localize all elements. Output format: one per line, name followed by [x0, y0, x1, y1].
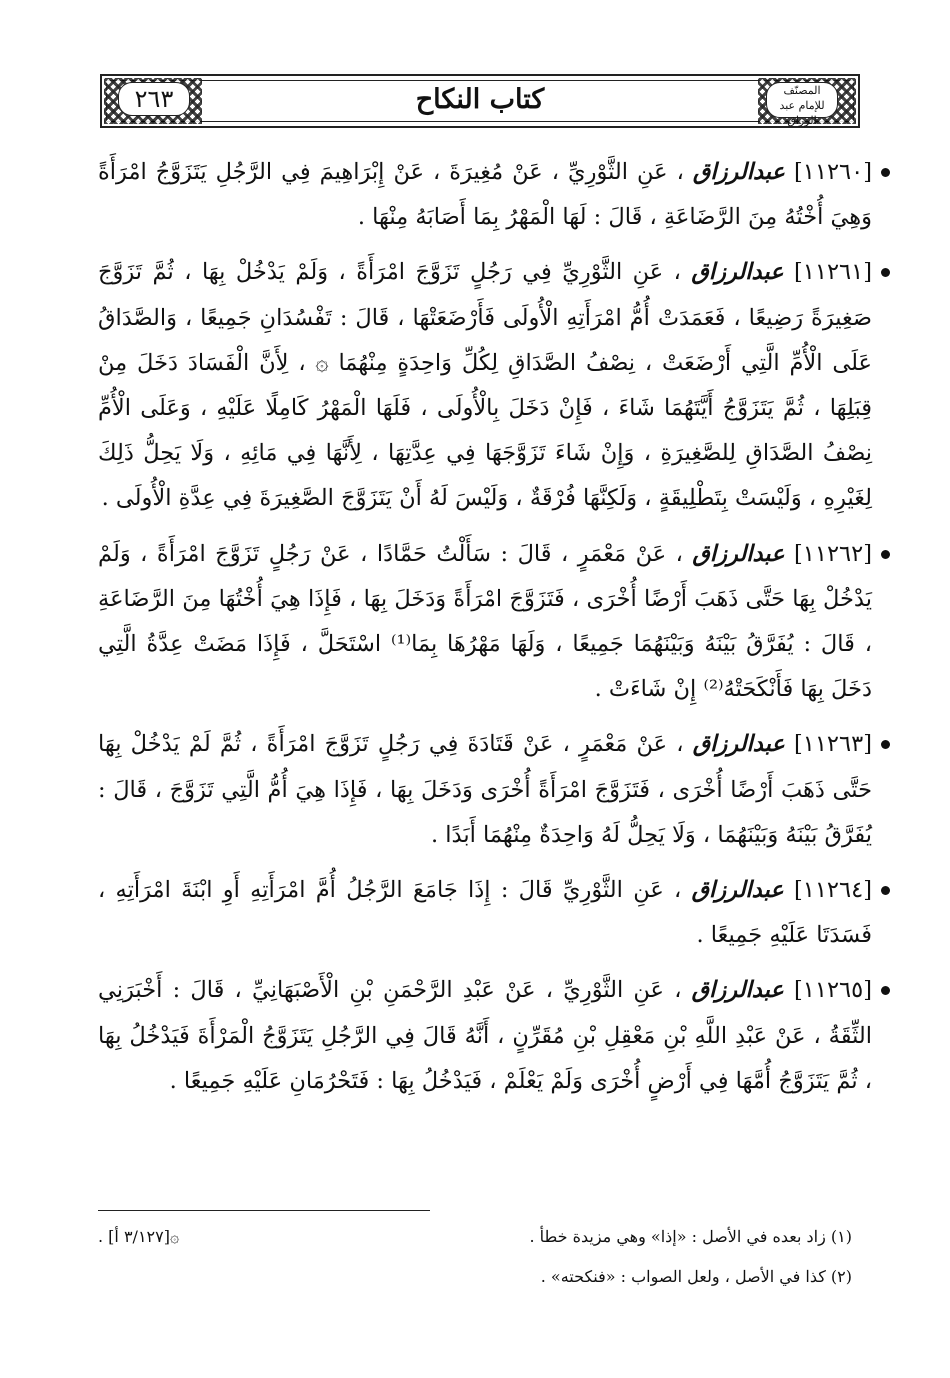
hadith-entry: [98, 868, 872, 958]
bullet-icon: [881, 168, 890, 177]
hadith-entry: [98, 532, 872, 713]
footnote-1: [98, 1226, 852, 1248]
entry-author: عبدالرزاق: [691, 877, 784, 904]
entry-text: ، عَنْ مَعْمَرٍ ، قَالَ : سَأَلْتُ حَمَّادًا ، عَنْ رَجُلٍ تَزَوَّجَ امْرَأَةً ، وَلَمْ يَدْخُلْ بِهَا حَتَّى ذَهَبَ أَرْضًا أُخْرَى ، فَتَزَوَّجَ امْرَأَةً وَدَخَلَ بِهَا ، فَإِذَا هِيَ أُخْتُهَا مِنَ الرَّضَاعَةِ ، قَالَ : يُفَرَّقُ بَيْنَهُ وَبَيْنَهُمَا جَمِيعًا ، وَلَهَا مَهْرُهَا بِمَا⁽¹⁾ اسْتَحَلَّ ، فَإِذَا مَضَتْ عِدَّةُ الَّتِي دَخَلَ بِهَا فَأَنْكَحَتْهُ⁽²⁾ إِنْ شَاءَتْ .: [98, 540, 872, 703]
logo-line-1: المصنّف: [783, 84, 821, 97]
entry-author: عبدالرزاق: [692, 540, 785, 567]
entry-number: [١١٢٦٢]: [794, 540, 873, 567]
hadith-entry: [98, 968, 872, 1104]
entry-author: عبدالرزاق: [691, 977, 784, 1004]
folio-marker: ۞[٣/١٢٧ أ] .: [98, 1227, 180, 1246]
book-logo: [766, 82, 838, 127]
entry-text: ، عَنِ الثَّوْرِيِّ قَالَ : إِذَا جَامَعَ الرَّجُلُ أُمَّ امْرَأَتِهِ أَوِ ابْنَةَ امْرَأَتِهِ ، فَسَدَتَا عَلَيْهِ جَمِيعًا .: [98, 877, 872, 949]
logo-line-2: للإمام عبد الرزاق: [779, 99, 825, 127]
entry-number: [١١٢٦٥]: [794, 977, 873, 1004]
bullet-icon: [881, 886, 890, 895]
entry-text: ، عَنِ الثَّوْرِيِّ ، عَنْ مُغِيرَةَ ، عَنْ إِبْرَاهِيمَ فِي الرَّجُلِ يَتَزَوَّجُ امْرَأَةً وَهِيَ أُخْتُهُ مِنَ الرَّضَاعَةِ ، قَالَ : لَهَا الْمَهْرُ بِمَا أَصَابَهُ مِنْهَا .: [98, 159, 872, 231]
entry-text: ، عَنْ مَعْمَرٍ ، عَنْ قَتَادَةَ فِي رَجُلٍ تَزَوَّجَ امْرَأَةً ، ثُمَّ لَمْ يَدْخُلْ بِهَا حَتَّى ذَهَبَ أَرْضًا أُخْرَى ، فَتَزَوَّجَ امْرَأَةً أُخْرَى وَدَخَلَ بِهَا ، فَإِذَا هِيَ أُمُّ الَّتِي تَزَوَّجَ ، قَالَ : يُفَرَّقُ بَيْنَهُ وَبَيْنَهُمَا ، وَلَا يَحِلُّ لَهُ وَاحِدَةٌ مِنْهُمَا أَبَدًا .: [98, 731, 872, 848]
footnote-2: [98, 1266, 852, 1288]
entry-author: عبدالرزاق: [692, 731, 785, 758]
chapter-title: كتاب النكاح: [415, 84, 545, 115]
bullet-icon: [881, 550, 890, 559]
hadith-entry: [98, 150, 872, 240]
main-text: [98, 150, 872, 1114]
entry-number: [١١٢٦٠]: [794, 159, 872, 185]
footnote-divider: [98, 1210, 430, 1211]
page-number: ٢٦٣: [118, 82, 190, 116]
footnote-2-text: (٢) كذا في الأصل ، ولعل الصواب : «فنكحته» .: [540, 1267, 852, 1286]
entry-text: ، عَنِ الثَّوْرِيِّ فِي رَجُلٍ تَزَوَّجَ امْرَأَةً ، وَلَمْ يَدْخُلْ بِهَا ، ثُمَّ تَزَوَّجَ صَغِيرَةً رَضِيعًا ، فَعَمَدَتْ أُمُّ امْرَأَتِهِ الْأُولَى فَأَرْضَعَتْهَا ، قَالَ : تَفْسُدَانِ جَمِيعًا ، وَالصَّدَاقُ عَلَى الْأُمِّ الَّتِي أَرْضَعَتْ ، نِصْفُ الصَّدَاقِ لِكُلِّ وَاحِدَةٍ مِنْهُمَا ۞ ، لِأَنَّ الْفَسَادَ دَخَلَ مِنْ قِبَلِهَا ، ثُمَّ يَتَزَوَّجُ أَيَّتَهُمَا شَاءَ ، فَإِنْ دَخَلَ بِالْأُولَى ، فَلَهَا الْمَهْرُ كَامِلًا عَلَيْهِ ، وَعَلَى الْأُمِّ نِصْفُ الصَّدَاقِ لِلصَّغِيرَةِ ، وَإِنْ شَاءَ تَزَوَّجَهَا فِي عِدَّتِهَا ، لِأَنَّهَا فِي مَائِهِ ، وَلَا يَحِلُّ ذَلِكَ لِغَيْرِهِ ، وَلَيْسَتْ بِتَطْلِيقَةٍ ، وَلَكِنَّهَا فُرْقَةٌ ، وَلَيْسَ لَهُ أَنْ يَتَزَوَّجَ الصَّغِيرَةَ فِي عِدَّةِ الْأُولَى .: [98, 259, 872, 512]
footnote-1-text: (١) زاد بعده في الأصل : «إذا» وهي مزيدة خطأ .: [529, 1227, 852, 1246]
bullet-icon: [881, 986, 890, 995]
hadith-entry: [98, 250, 872, 521]
bullet-icon: [881, 740, 890, 749]
entry-number: [١١٢٦١]: [794, 259, 873, 286]
entry-number: [١١٢٦٤]: [793, 877, 872, 904]
entry-author: عبدالرزاق: [691, 259, 784, 286]
entry-author: عبدالرزاق: [692, 159, 785, 185]
entry-number: [١١٢٦٣]: [793, 731, 872, 758]
hadith-entry: [98, 722, 872, 858]
bullet-icon: [881, 268, 890, 277]
entry-text: ، عَنِ الثَّوْرِيِّ ، عَنْ عَبْدِ الرَّحْمَنِ بْنِ الْأَصْبَهَانِيِّ ، قَالَ : أَخْبَرَنِي الثِّقَةُ ، عَنْ عَبْدِ اللَّهِ بْنِ مَعْقِلِ بْنِ مُقَرِّنٍ ، أَنَّهُ قَالَ فِي الرَّجُلِ يَتَزَوَّجُ الْمَرْأَةَ فَيَدْخُلُ بِهَا ، ثُمَّ يَتَزَوَّجُ أُمَّهَا فِي أَرْضٍ أُخْرَى وَلَمْ يَعْلَمْ ، فَيَدْخُلُ بِهَا : فَتَحْرُمَانِ عَلَيْهِ جَمِيعًا .: [98, 977, 872, 1094]
